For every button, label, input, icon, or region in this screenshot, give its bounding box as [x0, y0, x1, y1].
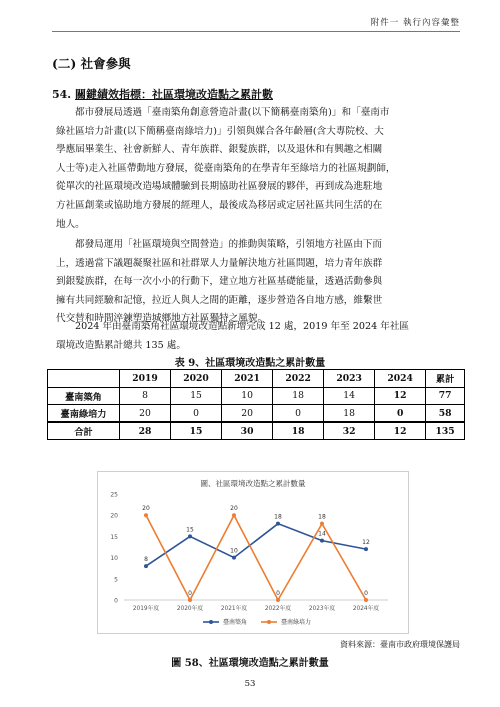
table-cell: 20 [222, 405, 273, 423]
table-row-label: 臺南築角 [48, 387, 120, 405]
data-label: 20 [142, 505, 150, 513]
table-row-label: 合計 [48, 422, 120, 440]
table-column-header: 2019 [120, 370, 171, 388]
chart-canvas [98, 472, 408, 633]
table-cell: 18 [324, 405, 375, 423]
data-label: 15 [186, 526, 194, 534]
paragraph-line: 代交替和時間淬鍊塑造城鄉地方社區獨特之風貌。 [56, 313, 268, 325]
paragraph-2 [56, 236, 466, 329]
table-cell: 15 [171, 387, 222, 405]
series-line [146, 524, 366, 566]
table-cell: 135 [426, 422, 465, 440]
table-column-header: 2020 [171, 370, 222, 388]
legend-marker [209, 620, 213, 624]
table-row [48, 387, 465, 405]
data-label: 20 [230, 505, 238, 513]
paragraph-1 [56, 104, 466, 234]
table-cell: 14 [324, 387, 375, 405]
table-cell: 32 [324, 422, 375, 440]
table-cell: 58 [426, 405, 465, 423]
data-point [232, 513, 236, 517]
data-label: 18 [318, 513, 326, 521]
table-cell: 28 [120, 422, 171, 440]
y-tick-label: 20 [110, 512, 118, 520]
table-total-row [48, 422, 465, 440]
table-column-header: 2021 [222, 370, 273, 388]
paragraph-line: 都市發展局透過「臺南築角創意營造計畫(以下簡稱臺南築角)」和「臺南市 [75, 107, 390, 118]
data-point [232, 556, 236, 560]
table-cell: 18 [273, 422, 324, 440]
y-tick-label: 10 [110, 555, 118, 563]
data-point [320, 539, 324, 543]
x-tick-label: 2021年度 [220, 606, 248, 612]
legend-marker [267, 620, 271, 624]
chart-series [142, 505, 370, 602]
x-tick-label: 2024年度 [352, 606, 380, 612]
paragraph-line: 方社區創業或協助地方發展的經理人，最後成為移居或定居社區共同生活的在 [56, 199, 383, 211]
y-tick-label: 15 [110, 533, 118, 541]
data-label: 0 [188, 590, 192, 597]
table-cell: 77 [426, 387, 465, 405]
table-corner-cell [48, 370, 120, 388]
paragraph-line: 到銀髮族群，在每一次小小的行動下，建立地方社區基礎能量，透過活動參與 [56, 276, 383, 288]
table-column-header: 2023 [324, 370, 375, 388]
y-tick-label: 25 [110, 491, 118, 499]
indicator-number: 54. [52, 88, 72, 101]
table-cell: 0 [273, 405, 324, 423]
source-note: 資料來源：臺南市政府環境保護局 [340, 640, 460, 649]
chart-title: 圖、社區環境改造點之累計數量 [200, 479, 306, 488]
table-cell: 8 [120, 387, 171, 405]
paragraph-line: 學應屆畢業生、社會新鮮人、青年族群、銀髮族群，以及退休和有興趣之相關 [56, 144, 383, 156]
data-point [364, 547, 368, 551]
data-label: 12 [362, 539, 370, 547]
chart-legend [203, 618, 311, 626]
x-tick-label: 2019年度 [132, 606, 160, 612]
table-caption: 表 9、社區環境改造點之累計數量 [174, 358, 326, 369]
table-cell: 0 [171, 405, 222, 423]
data-label: 0 [364, 590, 368, 597]
data-point [144, 513, 148, 517]
table-column-header: 2024 [375, 370, 426, 388]
table-cell: 30 [222, 422, 273, 440]
legend-label: 臺南築角 [223, 619, 248, 627]
data-label: 8 [144, 556, 148, 564]
paragraph-line: 地人。 [56, 218, 85, 230]
paragraph-line: 都發局運用「社區環境與空間營造」的推動與策略，引領地方社區由下而 [75, 239, 382, 250]
statistics-table [47, 369, 465, 440]
paragraph-line: 擁有共同經驗和記憶，拉近人與人之間的距離，逐步營造各自地方感，維繫世 [56, 294, 383, 306]
x-axis [124, 600, 388, 612]
table-cell: 15 [171, 422, 222, 440]
table-cell: 18 [273, 387, 324, 405]
table-column-header: 2022 [273, 370, 324, 388]
data-label: 18 [274, 513, 282, 521]
data-point [188, 534, 192, 538]
figure-caption: 圖 58、社區環境改造點之累計數量 [171, 658, 329, 669]
paragraph-line: 上，透過當下議題凝聚社區和社群眾人力量解決地方社區問題，培力青年族群 [56, 257, 383, 269]
data-label: 10 [230, 547, 238, 555]
table-cell: 10 [222, 387, 273, 405]
series-line [146, 515, 366, 600]
table-row-label: 臺南綠培力 [48, 405, 120, 423]
paragraph-line: 綠社區培力計畫(以下簡稱臺南綠培力)」引領與媒合各年齡層(含大專院校、大 [56, 125, 384, 137]
data-point [276, 598, 280, 602]
section-heading: (二) 社會參與 [52, 56, 131, 71]
line-chart [97, 471, 409, 634]
table-row [48, 405, 465, 423]
paragraph-line: 2024 年由臺南築角社區環境改造點新增完成 12 處，2019 年至 2024 年社區 [75, 321, 410, 332]
table-cell: 0 [375, 405, 426, 423]
running-header: 附件一 執行內容彙整 [370, 18, 460, 28]
data-point [276, 522, 280, 526]
paragraph-3 [56, 318, 466, 355]
paragraph-line: 環境改造點累計總共 135 處。 [56, 339, 186, 351]
data-label: 14 [318, 530, 326, 538]
data-point [320, 522, 324, 526]
header-rule [52, 31, 460, 32]
table-header-row [48, 370, 465, 388]
y-axis [110, 492, 118, 605]
data-point [188, 598, 192, 602]
table-cell: 12 [375, 422, 426, 440]
paragraph-line: 人士等)走入社區帶動地方發展，從臺南築角的在學青年至綠培力的社區規劃師， [56, 162, 396, 174]
x-tick-label: 2023年度 [308, 606, 336, 612]
y-tick-label: 5 [114, 576, 118, 584]
table-cell: 20 [120, 405, 171, 423]
table-column-header: 累計 [426, 370, 465, 388]
legend-label: 臺南綠培力 [281, 619, 312, 627]
table-cell: 12 [375, 387, 426, 405]
data-point [364, 598, 368, 602]
indicator-heading [52, 86, 273, 102]
data-point [144, 564, 148, 568]
page-number: 53 [244, 679, 256, 689]
y-tick-label: 0 [114, 597, 118, 605]
indicator-title: 關鍵績效指標：社區環境改造點之累計數 [74, 88, 273, 101]
paragraph-line: 從單次的社區環境改造場域體驗到長期協助社區發展的夥伴，再到成為進駐地 [56, 181, 383, 193]
x-tick-label: 2022年度 [264, 606, 292, 612]
data-label: 0 [276, 590, 280, 597]
x-tick-label: 2020年度 [176, 606, 204, 612]
